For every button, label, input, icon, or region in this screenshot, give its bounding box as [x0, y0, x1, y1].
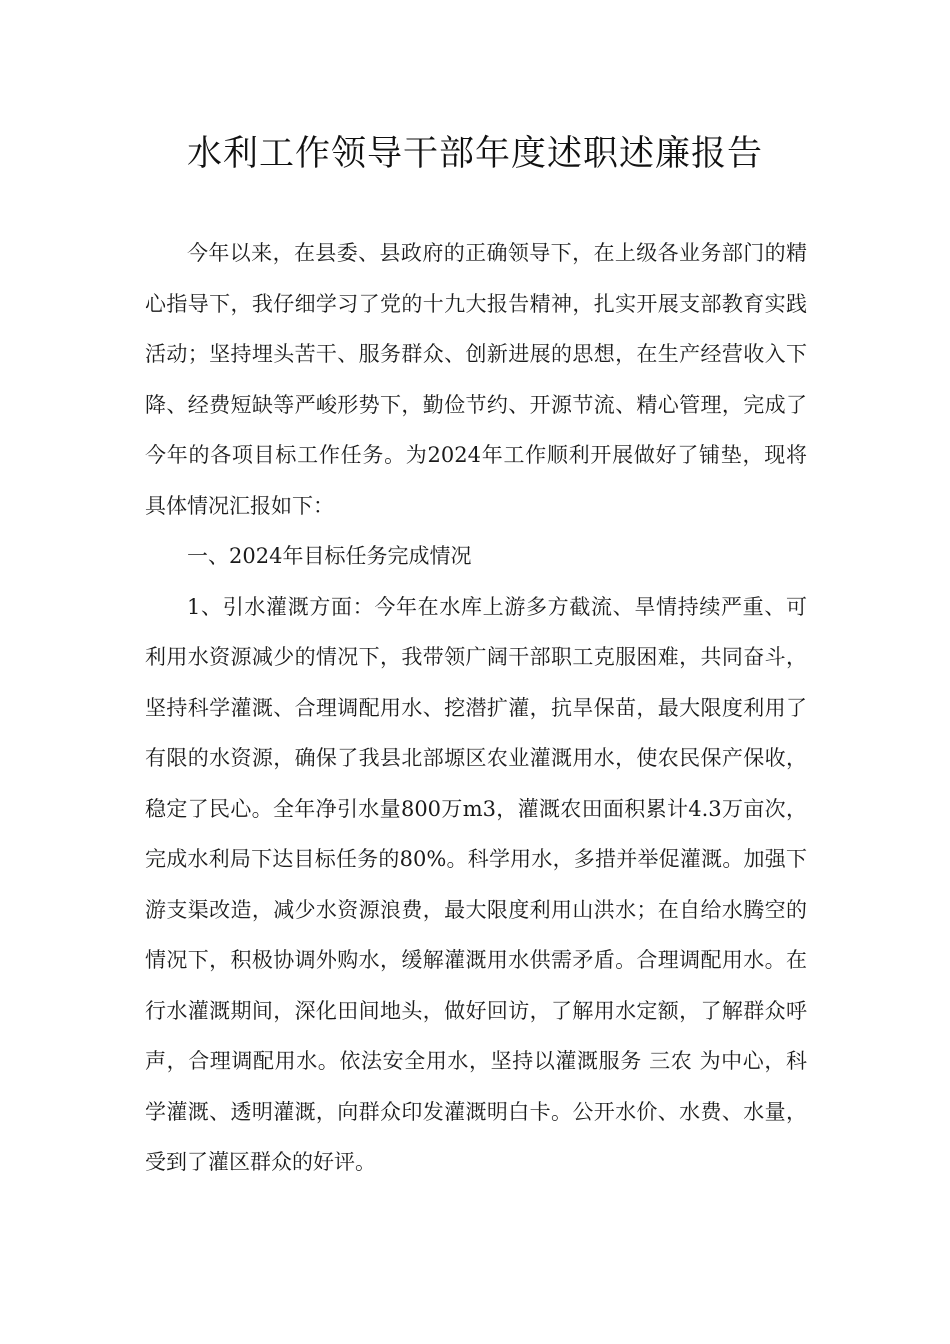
intro-paragraph: 今年以来，在县委、县政府的正确领导下，在上级各业务部门的精心指导下，我仔细学习了党的十九大报告精神，扎实开展支部教育实践活动；坚持埋头苦干、服务群众、创新进展的思想，在生产经营收入下降、经费短缺等严峻形势下，勤俭节约、开源节流、精心管理，完成了今年的各项目标工作任务。为2024年工作顺利开展做好了铺垫，现将具体情况汇报如下： [145, 241, 807, 518]
document-title: 水利工作领导干部年度述职述廉报告 [186, 134, 763, 174]
document-body [145, 228, 807, 1188]
irrigation-paragraph: 1、引水灌溉方面：今年在水库上游多方截流、旱情持续严重、可利用水资源减少的情况下，我带领广阔干部职工克服困难，共同奋斗，坚持科学灌溉、合理调配用水、挖潜扩灌，抗旱保苗，最大限度利用了有限的水资源，确保了我县北部塬区农业灌溉用水，使农民保产保收，稳定了民心。全年净引水量800万m3，灌溉农田面积累计4.3万亩次，完成水利局下达目标任务的80%。科学用水，多措并举促灌溉。加强下游支渠改造，减少水资源浪费，最大限度利用山洪水；在自给水腾空的情况下，积极协调外购水，缓解灌溉用水供需矛盾。合理调配用水。在行水灌溉期间，深化田间地头，做好回访，了解用水定额，了解群众呼声，合理调配用水。依法安全用水，坚持以灌溉服务 三农 为中心，科学灌溉、透明灌溉，向群众印发灌溉明白卡。公开水价、水费、水量，受到了灌区群众的好评。 [145, 594, 807, 1174]
section-heading: 一、2024年目标任务完成情况 [187, 544, 472, 568]
